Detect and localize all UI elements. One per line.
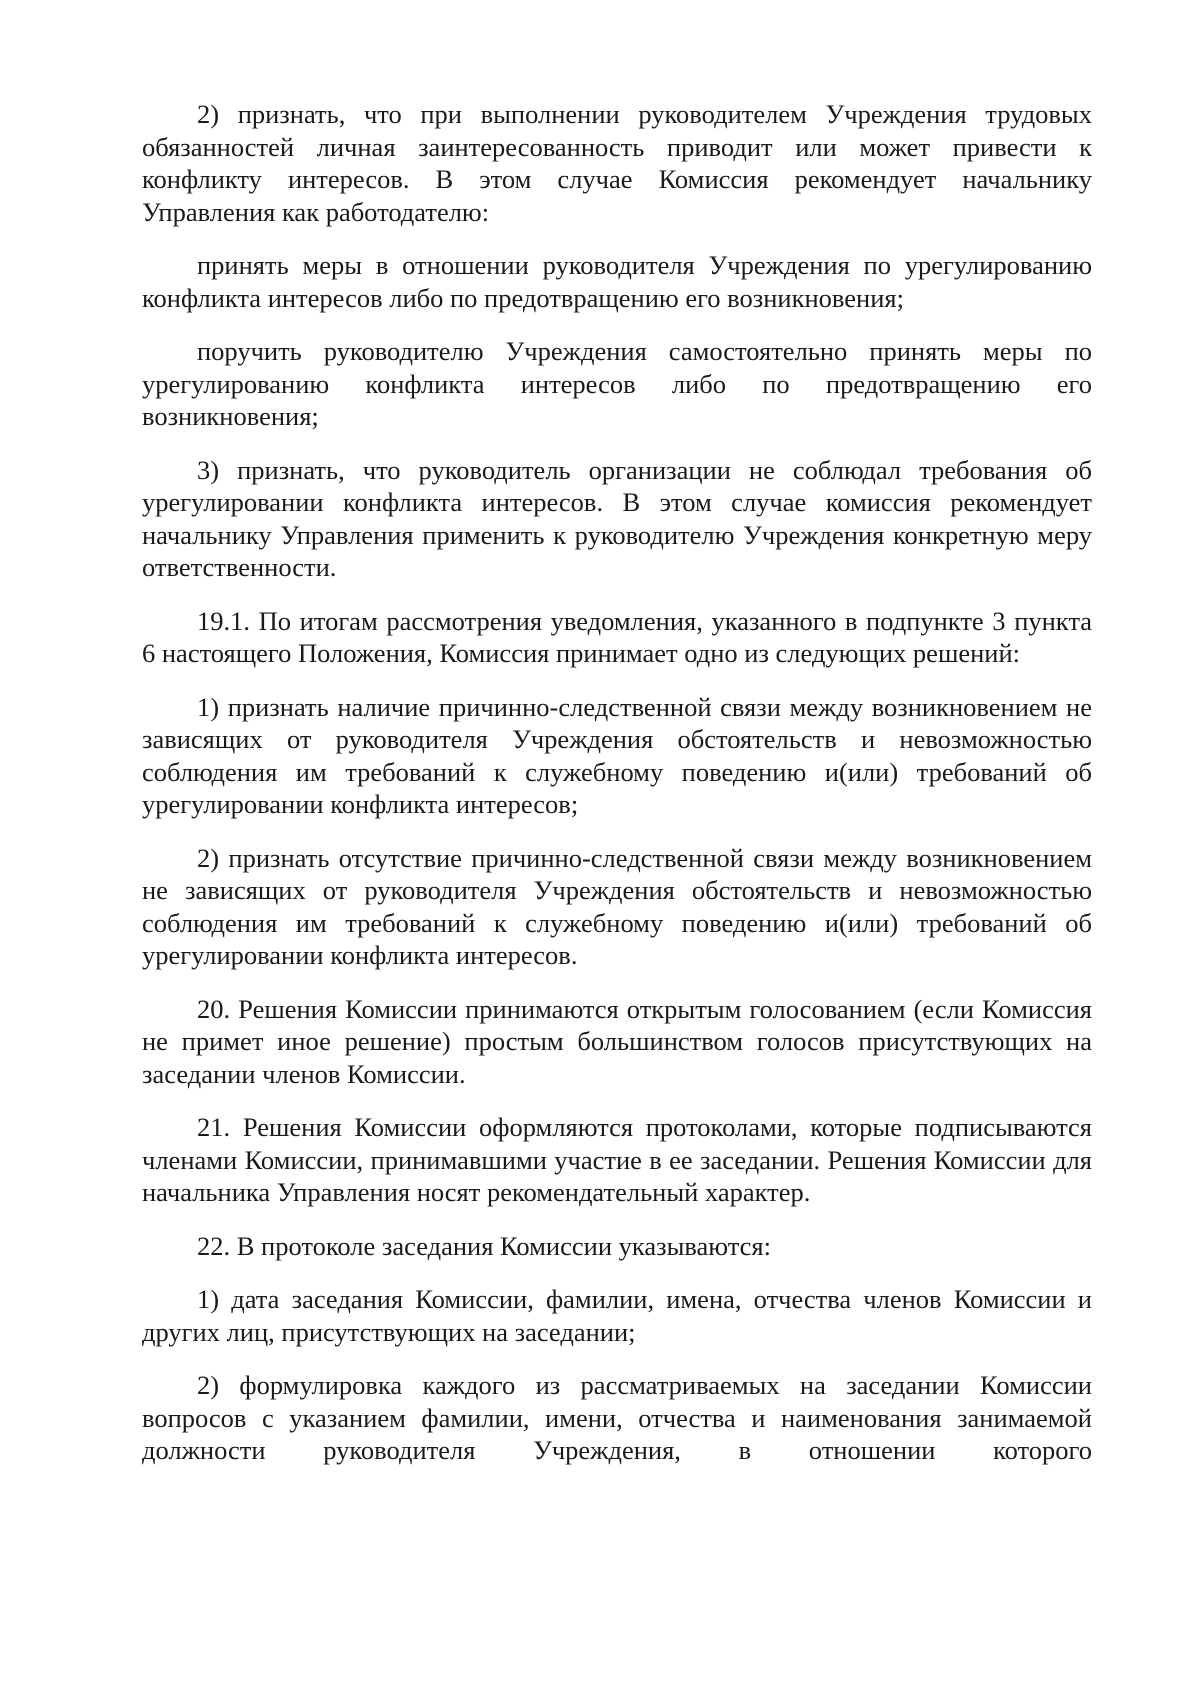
paragraph-21: 21. Решения Комиссии оформляются протоколами, которые подписываются членами Комиссии, принимавшими участие в ее заседании. Решения Комиссии для начальника Управления носят рекомендательный характер.	[142, 1112, 1092, 1207]
paragraph-19-1-item-1: 1) признать наличие причинно-следственной связи между возникновением не зависящих от руководителя Учреждения обстоятельств и невозможностью соблюдения им требований к служебному поведению и(или) требований об урегулировании конфликта интересов;	[142, 691, 1092, 819]
paragraph-20: 20. Решения Комиссии принимаются открытым голосованием (если Комиссия не примет иное решение) простым большинством голосов присутствующих на заседании членов Комиссии.	[142, 993, 1092, 1089]
paragraph-22: 22. В протоколе заседания Комиссии указываются:	[197, 1230, 771, 1261]
document-text	[142, 98, 1092, 1467]
paragraph-instruct-head: поручить руководителю Учреждения самостоятельно принять меры по урегулированию конфликта интересов либо по предотвращению его возникновения;	[142, 336, 1092, 431]
paragraph-take-measures: принять меры в отношении руководителя Учреждения по урегулированию конфликта интересов либо по предотвращению его возникновения;	[142, 250, 1092, 313]
paragraph-item-2-conflict: 2) признать, что при выполнении руководителем Учреждения трудовых обязанностей личная заинтересованность приводит или может привести к конфликту интересов. В этом случае Комиссия рекомендует начальнику Управления как работодателю:	[142, 99, 1092, 227]
paragraph-22-item-1: 1) дата заседания Комиссии, фамилии, имена, отчества членов Комиссии и других лиц, присутствующих на заседании;	[142, 1284, 1092, 1347]
paragraph-19-1-item-2: 2) признать отсутствие причинно-следственной связи между возникновением не зависящих от руководителя Учреждения обстоятельств и невозможностью соблюдения им требований к служебному поведению и(или) требований об урегулировании конфликта интересов.	[142, 842, 1092, 970]
paragraph-19-1: 19.1. По итогам рассмотрения уведомления, указанного в подпункте 3 пункта 6 настоящего Положения, Комиссия принимает одно из следующих решений:	[142, 605, 1092, 668]
paragraph-item-3-responsibility: 3) признать, что руководитель организации не соблюдал требования об урегулировании конфликта интересов. В этом случае комиссия рекомендует начальнику Управления применить к руководителю Учреждения конкретную меру ответственности.	[142, 454, 1092, 582]
paragraph-22-item-2: 2) формулировка каждого из рассматриваемых на заседании Комиссии вопросов с указанием фамилии, имени, отчества и наименования занимаемой должности руководителя Учреждения, в отношении которого	[142, 1370, 1092, 1465]
